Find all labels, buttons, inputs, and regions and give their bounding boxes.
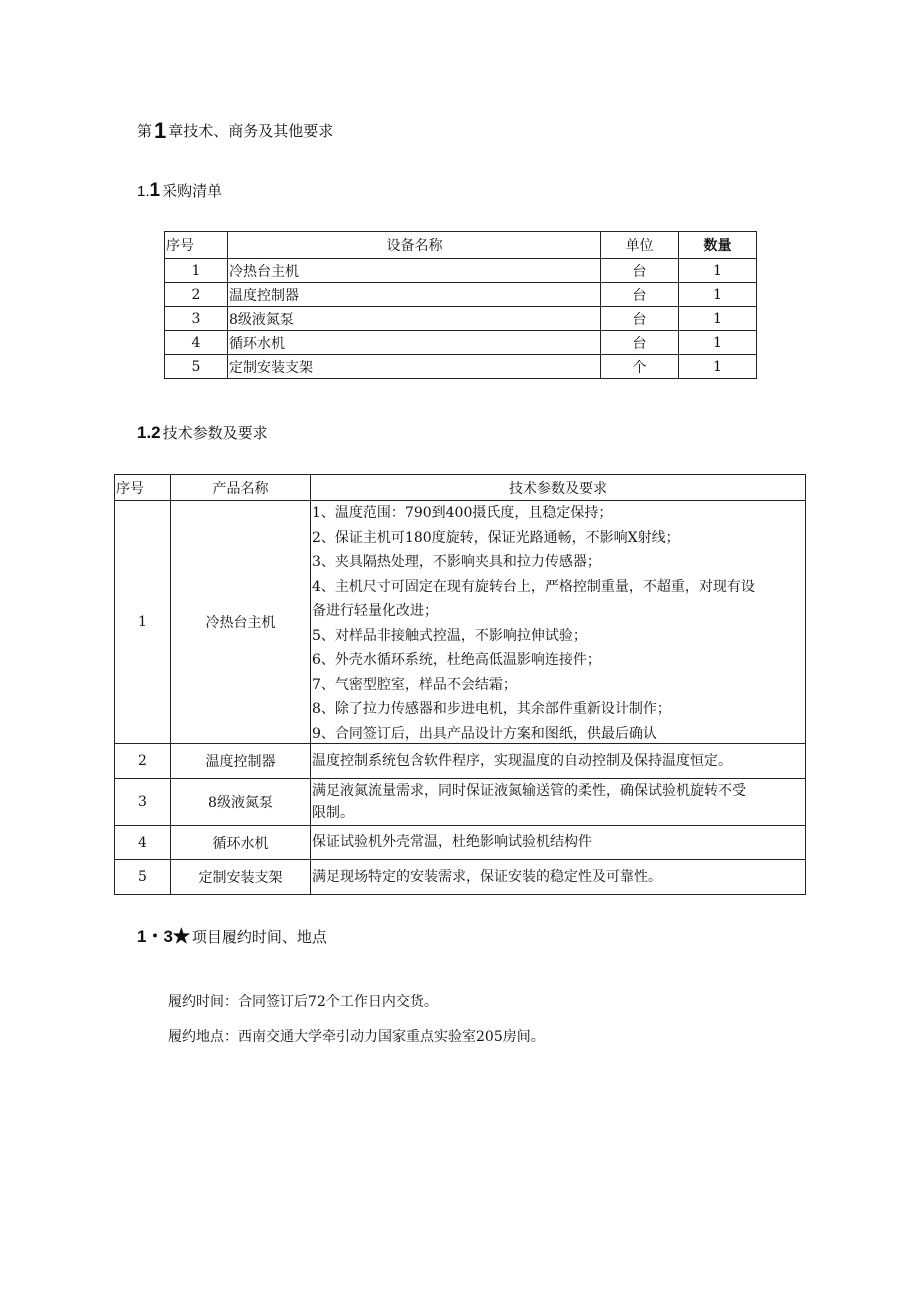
table-row [165,307,757,331]
row-spec [311,501,806,744]
row-no: 1 [115,501,171,744]
row-unit: 台 [601,307,679,331]
header-equipment-name: 设备名称 [228,232,601,259]
performance-place: 履约地点：西南交通大学牵引动力国家重点实验室205房间。 [168,1029,545,1045]
table-row [115,779,806,826]
section-1-3-title: 项目履约时间、地点 [191,928,327,946]
table-row [165,259,757,283]
header-spec: 技术参数及要求 [311,475,806,501]
row-equipment-name: 冷热台主机 [228,259,601,283]
table-header-row [165,232,757,259]
header-product-name: 产品名称 [171,475,311,501]
spec-line: 1、温度范围：790到400摄氏度，且稳定保持； [312,505,613,521]
row-spec [311,779,806,826]
section-1-3-number: 1・3★ [137,927,190,946]
chapter-number: 1 [154,118,167,143]
section-1-2-number: 1.2 [137,423,161,442]
row-quantity: 1 [679,283,757,307]
row-quantity: 1 [679,259,757,283]
header-no: 序号 [165,232,228,259]
header-no: 序号 [115,475,171,501]
row-product-name: 循环水机 [171,826,311,860]
row-quantity: 1 [679,307,757,331]
table-header-row [115,475,806,501]
spec-line: 满足液氮流量需求，同时保证液氮输送管的柔性，确保试验机旋转不受 [312,783,746,799]
row-spec: 满足现场特定的安装需求，保证安装的稳定性及可靠性。 [311,860,806,895]
table-row [115,501,806,744]
row-equipment-name: 循环水机 [228,331,601,355]
row-product-name: 8级液氮泵 [171,779,311,826]
chapter-title [137,118,333,144]
row-unit: 台 [601,283,679,307]
row-equipment-name: 8级液氮泵 [228,307,601,331]
row-no: 3 [115,779,171,826]
row-no: 5 [115,860,171,895]
table-row [165,355,757,379]
row-no: 4 [165,331,228,355]
spec-line: 6、外壳水循环系统，杜绝高低温影响连接件； [312,652,601,668]
tech-spec-table [114,474,806,895]
row-no: 1 [165,259,228,283]
spec-line: 7、气密型腔室，样品不会结霜； [312,676,517,693]
row-no: 2 [165,283,228,307]
performance-time: 履约时间：合同签订后72个工作日内交货。 [168,994,438,1010]
row-equipment-name: 温度控制器 [228,283,601,307]
header-quantity: 数量 [679,232,757,259]
section-1-1-number: 1.1 [137,180,161,201]
spec-line: 5、对样品非接触式控温，不影响拉伸试验； [312,627,587,644]
row-no: 3 [165,307,228,331]
row-product-name: 温度控制器 [171,744,311,779]
table-row [115,826,806,860]
spec-line: 8、除了拉力传感器和步进电机，其余部件重新设计制作； [312,701,671,717]
row-no: 4 [115,826,171,860]
header-unit: 单位 [601,232,679,259]
row-spec: 保证试验机外壳常温，杜绝影响试验机结构件 [311,826,806,860]
purchase-list-table [164,231,757,379]
row-unit: 个 [601,355,679,379]
section-1-1-title: 采购清单 [162,182,223,200]
table-row [115,860,806,895]
table-row [165,283,757,307]
table-row [115,744,806,779]
spec-line: 2、保证主机可180度旋转，保证光路通畅，不影响X射线； [312,529,680,546]
spec-line: 4、主机尺寸可固定在现有旋转台上，严格控制重量，不超重，对现有设 [312,578,755,595]
row-unit: 台 [601,259,679,283]
section-1-2-title: 技术参数及要求 [162,424,268,442]
table-row [165,331,757,355]
row-no: 2 [115,744,171,779]
row-product-name: 定制安装支架 [171,860,311,895]
spec-line: 备进行轻量化改进； [312,603,438,619]
spec-line: 9、合同签订后，出具产品设计方案和图纸，供最后确认 [312,725,657,742]
section-1-2-heading [137,422,268,444]
section-1-3-heading [137,926,327,948]
section-1-1-heading [137,180,222,203]
row-equipment-name: 定制安装支架 [228,355,601,379]
row-quantity: 1 [679,355,757,379]
row-product-name: 冷热台主机 [171,501,311,744]
chapter-suffix: 章技术、商务及其他要求 [168,122,334,140]
row-unit: 台 [601,331,679,355]
chapter-prefix: 第 [137,122,153,140]
row-spec: 温度控制系统包含软件程序，实现温度的自动控制及保持温度恒定。 [311,744,806,779]
spec-lines [312,501,805,743]
row-no: 5 [165,355,228,379]
spec-line: 3、夹具隔热处理，不影响夹具和拉力传感器； [312,554,601,570]
row-quantity: 1 [679,331,757,355]
spec-line: 限制。 [312,805,354,821]
